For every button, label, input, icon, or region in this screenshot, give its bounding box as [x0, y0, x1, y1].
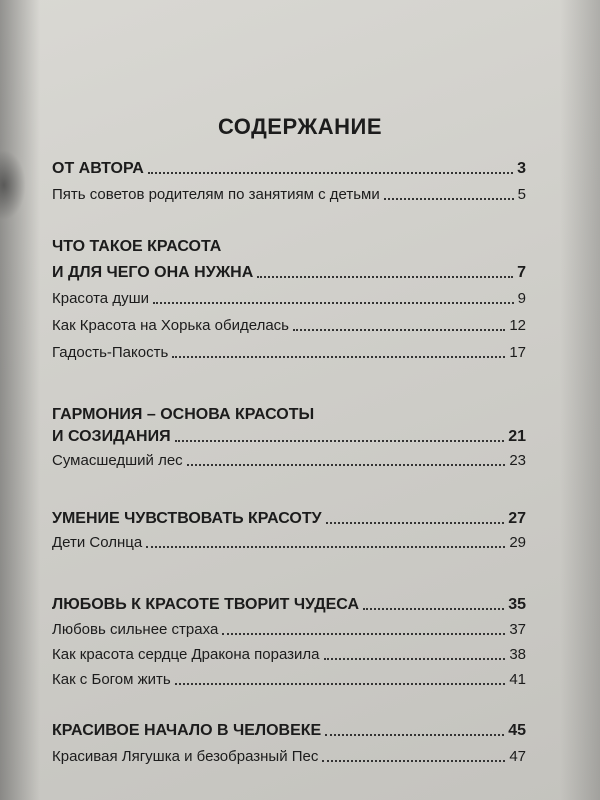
- toc-section-heading: [52, 506, 526, 528]
- dot-leader: [257, 276, 513, 278]
- dot-leader: [175, 683, 506, 685]
- toc-entry-title: Как Красота на Хорька обиделась: [52, 317, 289, 334]
- toc-page-number: 29: [509, 534, 526, 551]
- toc-entry-title: И ДЛЯ ЧЕГО ОНА НУЖНА: [52, 264, 254, 281]
- toc-entry: [52, 182, 526, 204]
- toc-page-number: 35: [508, 596, 526, 613]
- toc-entry: [52, 340, 526, 362]
- toc-page-number: 27: [508, 510, 526, 527]
- toc-entry-title: И СОЗИДАНИЯ: [52, 428, 171, 445]
- toc-entry-title: Дети Солнца: [52, 534, 143, 551]
- dot-leader: [146, 546, 505, 548]
- toc-entry-title: КРАСИВОЕ НАЧАЛО В ЧЕЛОВЕКЕ: [52, 722, 322, 739]
- dot-leader: [148, 172, 513, 174]
- toc-entry: [52, 286, 526, 308]
- toc-entry: [52, 617, 526, 639]
- dot-leader: [363, 608, 504, 610]
- toc-entry-title: Любовь сильнее страха: [52, 621, 219, 638]
- dot-leader: [324, 658, 506, 660]
- dot-leader: [172, 356, 505, 358]
- dot-leader: [326, 522, 505, 524]
- toc-title: СОДЕРЖАНИЕ: [217, 114, 383, 139]
- toc-entry-title: Красота души: [52, 290, 149, 307]
- toc-entry: [52, 642, 526, 664]
- toc-page-number: 23: [509, 452, 526, 469]
- dot-leader: [175, 440, 505, 442]
- toc-entry-title: Как красота сердце Дракона поразила: [52, 646, 320, 663]
- dot-leader: [153, 302, 514, 304]
- toc-entry-title: Пять советов родителям по занятиям с детьми: [52, 186, 380, 203]
- toc-page-number: 45: [508, 722, 526, 739]
- toc-page-number: 37: [509, 621, 526, 638]
- toc-entry: [52, 744, 526, 766]
- toc-page-number: 3: [517, 160, 526, 177]
- toc-entry-title: Гадость-Пакость: [52, 344, 169, 361]
- toc-section-heading: [52, 592, 526, 614]
- dot-leader: [325, 734, 504, 736]
- toc-page-number: 17: [509, 344, 526, 361]
- toc-page-number: 41: [509, 671, 526, 688]
- toc-page-number: 38: [509, 646, 526, 663]
- dot-leader: [322, 760, 505, 762]
- toc-entry-title: УМЕНИЕ ЧУВСТВОВАТЬ КРАСОТУ: [52, 510, 322, 527]
- toc-entry: [52, 313, 526, 335]
- dot-leader: [384, 198, 514, 200]
- toc-entry-title: ОТ АВТОРА: [52, 160, 144, 177]
- toc-page-number: 47: [509, 748, 526, 765]
- toc-section-heading-line1: ЧТО ТАКОЕ КРАСОТА: [52, 238, 222, 255]
- toc-section-heading: [52, 424, 526, 446]
- toc-page-number: 21: [508, 428, 526, 445]
- toc-page-number: 9: [517, 290, 526, 307]
- toc-page-number: 12: [509, 317, 526, 334]
- toc-page-number: 7: [517, 264, 526, 281]
- toc-section-heading: [52, 156, 526, 178]
- toc-section-heading: [52, 718, 526, 740]
- dot-leader: [187, 464, 506, 466]
- toc-section-heading-line1: ГАРМОНИЯ – ОСНОВА КРАСОТЫ: [52, 406, 315, 423]
- toc-entry: [52, 667, 526, 689]
- toc-entry-title: ЛЮБОВЬ К КРАСОТЕ ТВОРИТ ЧУДЕСА: [52, 596, 359, 613]
- dot-leader: [222, 633, 505, 635]
- toc-entry: [52, 530, 526, 552]
- dot-leader: [293, 329, 505, 331]
- toc-page-number: 5: [517, 186, 526, 203]
- toc-entry-title: Как с Богом жить: [52, 671, 171, 688]
- toc-section-heading: [52, 260, 526, 282]
- toc-entry-title: Сумасшедший лес: [52, 452, 183, 469]
- toc-entry-title: Красивая Лягушка и безобразный Пес: [52, 748, 319, 765]
- toc-entry: [52, 448, 526, 470]
